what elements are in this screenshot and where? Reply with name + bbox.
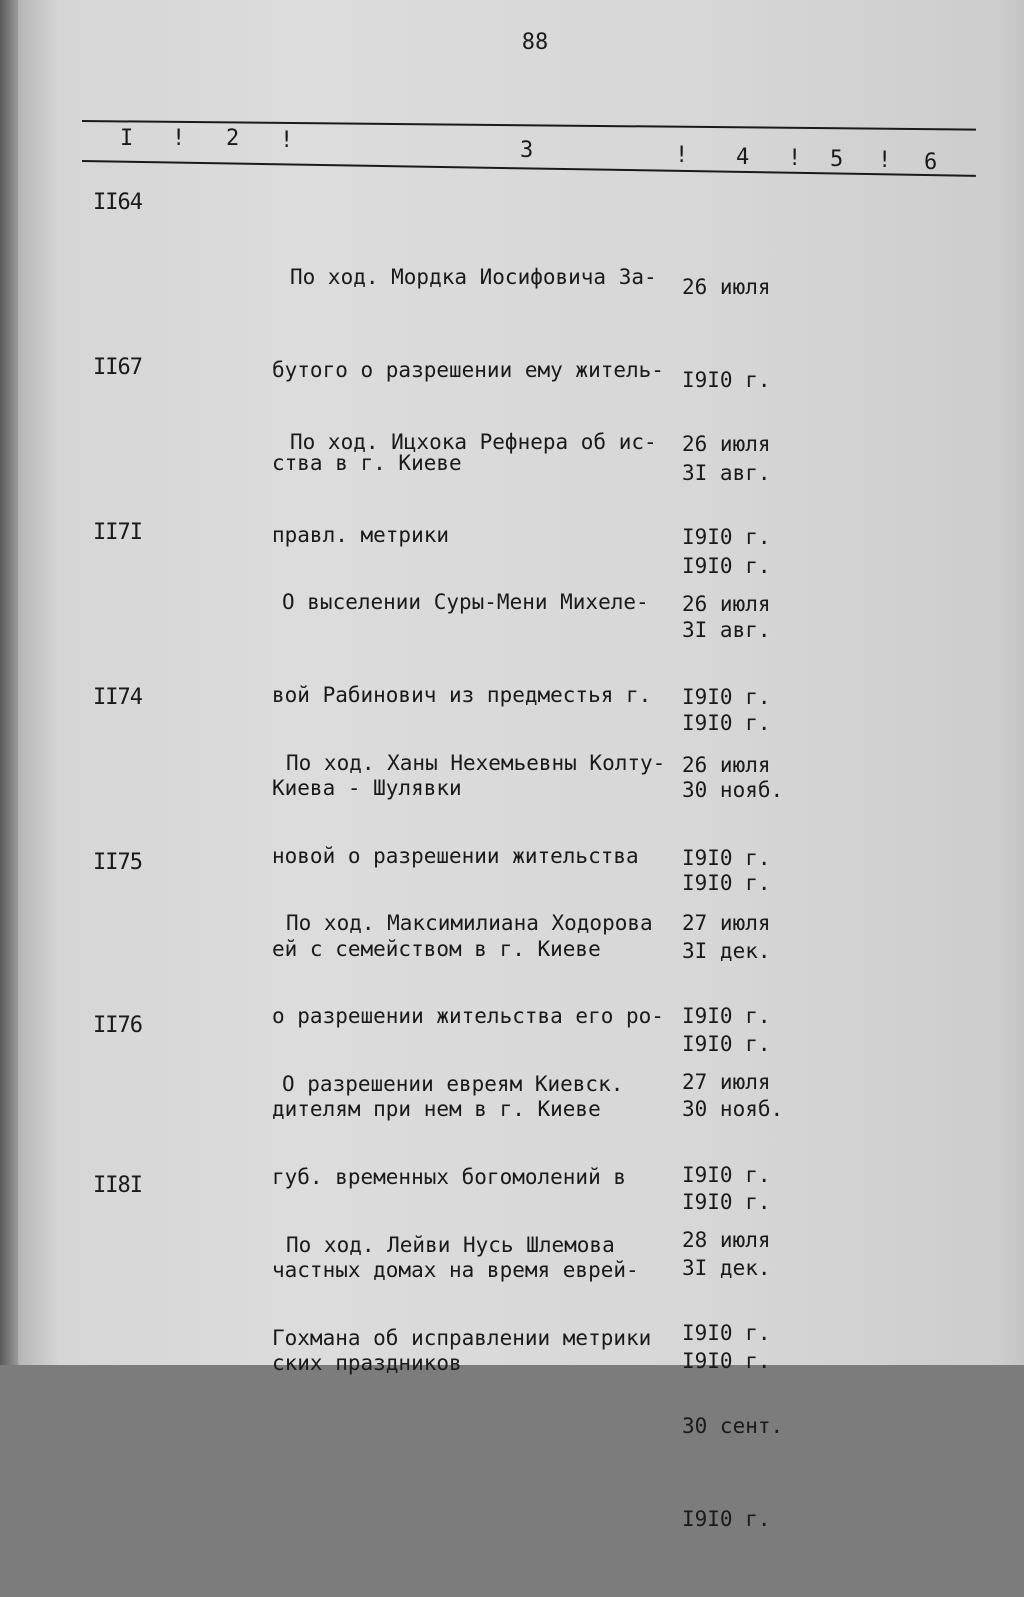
description-line: бутого о разрешении ему житель-	[272, 358, 664, 382]
description-line: правл. метрики	[272, 523, 450, 547]
description-line: вой Рабинович из предместья г.	[272, 683, 652, 707]
entry-number: II76	[93, 1013, 142, 1038]
date-line: I9I0 г.	[682, 1507, 771, 1531]
description-line: Киева - Шулявки	[272, 776, 462, 800]
description-line: О разрешении евреям Киевск.	[282, 1072, 624, 1096]
description-line: По ход. Мордка Иосифовича За-	[290, 265, 657, 289]
description-line: ских праздников	[272, 1351, 462, 1375]
date-line: I9I0 г.	[682, 1163, 771, 1187]
description-line: Гохмана об исправлении метрики	[272, 1326, 652, 1350]
description-line: ства в г. Киеве	[272, 451, 462, 475]
column-header-1: I	[120, 126, 134, 151]
date-line: 30 сент.	[682, 1414, 784, 1438]
date-line: I9I0 г.	[682, 1032, 771, 1056]
date-line: I9I0 г.	[682, 554, 771, 578]
description-line: По ход. Ицхока Рефнера об ис-	[290, 430, 657, 454]
date-line: 26 июля	[682, 432, 771, 456]
date-line: I9I0 г.	[682, 1190, 771, 1214]
entry-number: II74	[93, 685, 142, 710]
description-line: о разрешении жительства его ро-	[272, 1004, 664, 1028]
description-line: По ход. Лейви Нусь Шлемова	[286, 1233, 615, 1257]
date-line: 27 июля	[682, 1070, 771, 1094]
description-line: По ход. Максимилиана Ходорова	[286, 911, 653, 935]
column-separator: !	[788, 146, 802, 171]
date-line: 28 июля	[682, 1228, 771, 1252]
description-line: новой о разрешении жительства	[272, 844, 639, 868]
entry-number: II64	[93, 190, 142, 215]
description-line: частных домах на время еврей-	[272, 1258, 639, 1282]
column-header-3: 3	[520, 138, 534, 163]
column-header-2: 2	[226, 126, 240, 151]
entry-number: II8I	[93, 1173, 142, 1198]
date-line: I9I0 г.	[682, 525, 771, 549]
date-line: 27 июля	[682, 911, 771, 935]
entry-number: II75	[93, 850, 142, 875]
column-separator: !	[878, 148, 892, 173]
entry-dates	[682, 1163, 812, 1597]
page-number: 88	[521, 30, 549, 55]
column-separator: !	[172, 126, 186, 151]
entry-number: II7I	[93, 520, 142, 545]
date-line: 30 нояб.	[682, 1097, 784, 1121]
date-line: I9I0 г.	[682, 685, 771, 709]
book-spine	[0, 0, 18, 1365]
date-line: I9I0 г.	[682, 1349, 771, 1373]
date-line: 26 июля	[682, 592, 771, 616]
date-line: I9I0 г.	[682, 871, 771, 895]
date-line: 3I дек.	[682, 1256, 771, 1280]
date-line: 3I авг.	[682, 461, 771, 485]
description-line: дителям при нем в г. Киеве	[272, 1097, 601, 1121]
description-line: По ход. Ханы Нехемьевны Колту-	[286, 751, 666, 775]
date-line: 3I авг.	[682, 618, 771, 642]
date-line: 30 нояб.	[682, 778, 784, 802]
column-header-4: 4	[736, 145, 750, 170]
description-line: О выселении Суры-Мени Михеле-	[282, 590, 649, 614]
description-line: ей с семейством в г. Киеве	[272, 937, 601, 961]
header-top-rule	[82, 120, 976, 131]
date-line: 26 июля	[682, 275, 771, 299]
date-line: I9I0 г.	[682, 1321, 771, 1345]
column-header-5: 5	[830, 147, 844, 172]
column-header-6: 6	[924, 150, 938, 175]
column-separator: !	[675, 143, 689, 168]
entry-description	[272, 1168, 692, 1416]
column-separator: !	[280, 128, 294, 153]
description-line: губ. временных богомолений в	[272, 1165, 627, 1189]
date-line: I9I0 г.	[682, 846, 771, 870]
date-line: I9I0 г.	[682, 368, 771, 392]
date-line: 3I дек.	[682, 939, 771, 963]
entry-number: II67	[93, 355, 142, 380]
date-line: I9I0 г.	[682, 711, 771, 735]
date-line: 26 июля	[682, 753, 771, 777]
date-line: I9I0 г.	[682, 1004, 771, 1028]
